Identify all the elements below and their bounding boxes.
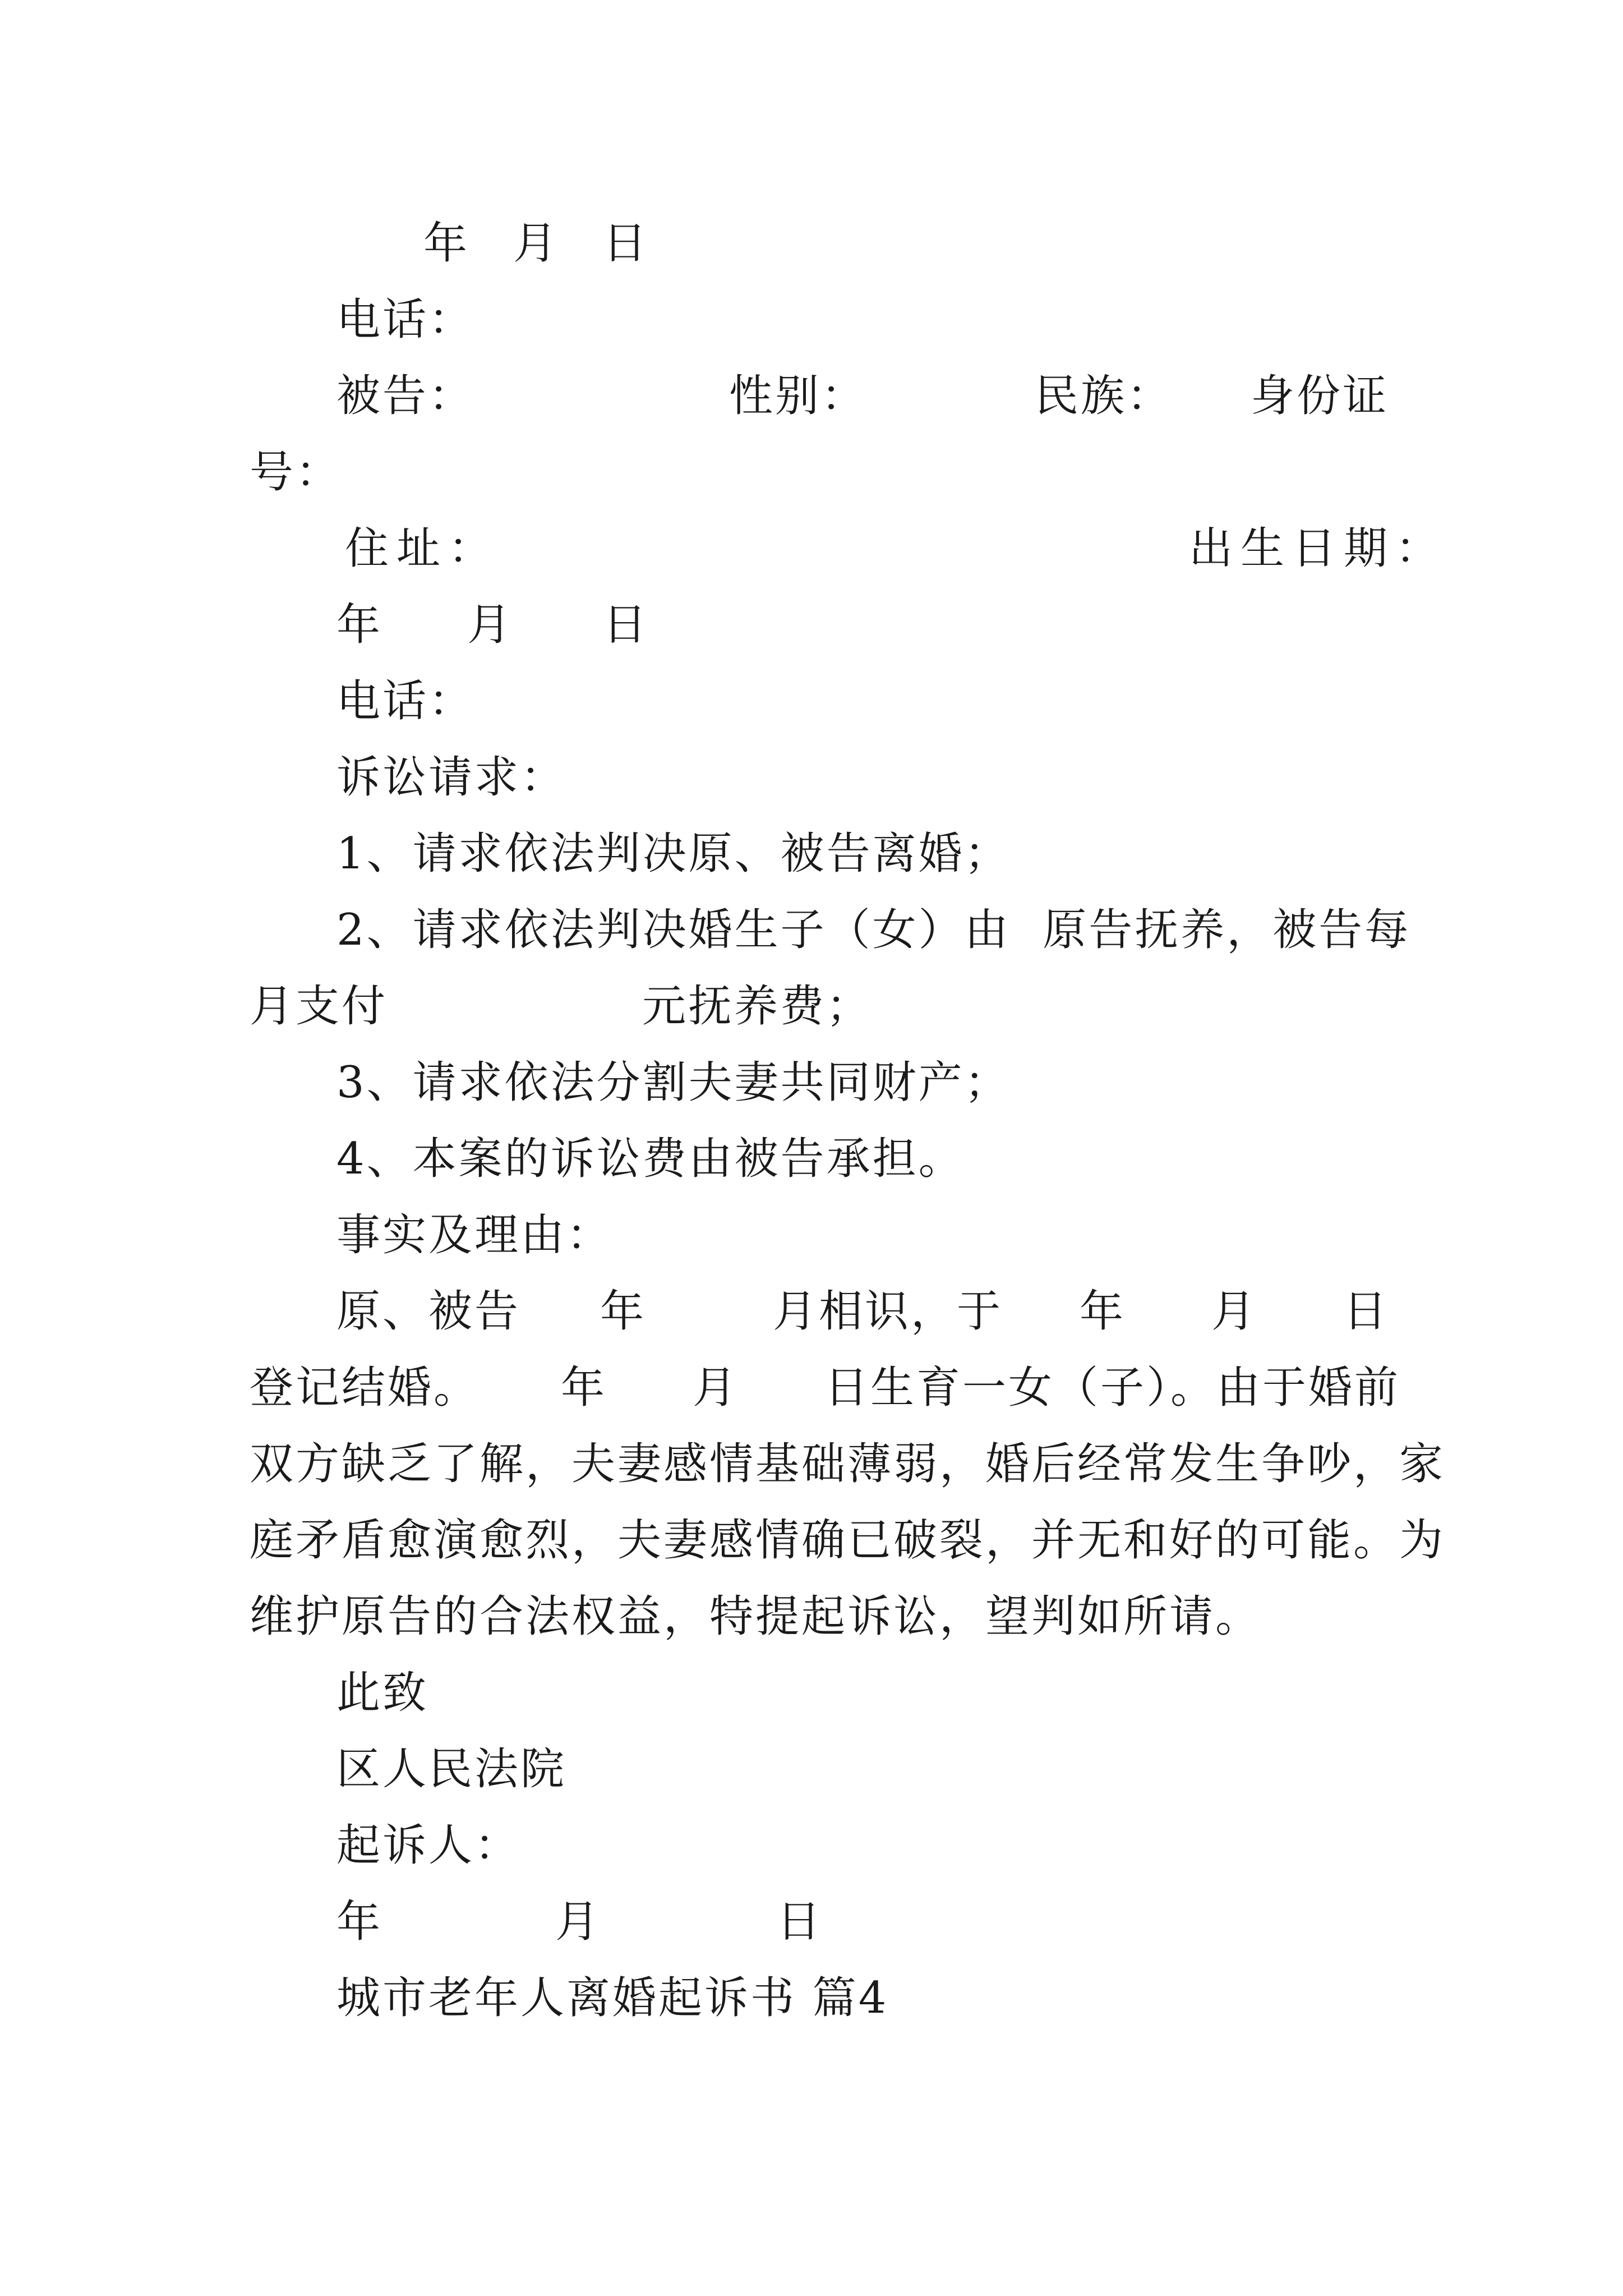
plaintiff-phone-label: 电话： [336,295,475,345]
birth-date-label: 出生日期： [1189,523,1447,574]
facts-line5: 维护原告的合法权益，特提起诉讼，望判如所请。 [250,1591,1262,1642]
id-number-label-part2: 号： [250,447,342,498]
facts-line1-year2: 年 [1080,1286,1126,1337]
date3-day: 日 [777,1897,823,1947]
id-number-label-part1: 身份证 [1251,371,1389,421]
facts-line1-part2: 月相识，于 [773,1286,1003,1337]
claim-item: 2、请求依法判决婚生子（女）由 原告抚养，被告每 [336,905,1411,955]
facts-line2-month: 月 [693,1363,739,1413]
facts-line1-month2: 月 [1211,1286,1258,1337]
facts-line3: 双方缺乏了解，夫妻感情基础薄弱，婚后经常发生争吵，家 [250,1439,1446,1489]
claim2-line2-part2: 元抚养费； [642,981,873,1032]
next-section-title: 城市老年人离婚起诉书 篇4 [336,1973,889,2023]
defendant-label: 被告： [336,371,475,421]
date3-month: 月 [555,1897,602,1947]
date2-year: 年 [336,600,383,650]
claim-item: 4、本案的诉讼费由被告承担。 [336,1134,965,1184]
plaintiff-sign-label: 起诉人： [336,1820,521,1871]
date3-year: 年 [336,1897,383,1947]
facts-line2-part2: 日生育一女（子）。由于婚前 [824,1363,1401,1413]
gender-label: 性别： [729,371,868,421]
defendant-phone-label: 电话： [336,676,475,726]
facts-heading: 事实及理由： [336,1210,613,1260]
claim-item: 1、请求依法判决原、被告离婚； [336,829,1011,879]
closing-phrase: 此致 [336,1668,429,1718]
facts-line1-day2: 日 [1343,1286,1390,1337]
facts-line2-year: 年 [561,1363,607,1413]
facts-line1-part1: 原、被告 [336,1286,521,1337]
date2-day: 日 [603,600,649,650]
facts-line1-year: 年 [600,1286,647,1337]
facts-line4: 庭矛盾愈演愈烈，夫妻感情确已破裂，并无和好的可能。为 [250,1515,1446,1566]
date1-year: 年 [423,218,470,269]
date2-month: 月 [467,600,514,650]
claim-item: 3、请求依法分割夫妻共同财产； [336,1057,1011,1108]
date1-month: 月 [513,218,560,269]
address-label: 住址： [345,523,500,574]
facts-line2-part1: 登记结婚。 [250,1363,480,1413]
claims-heading: 诉讼请求： [336,752,567,803]
court-name: 区人民法院 [336,1744,567,1795]
date1-day: 日 [603,218,649,269]
claim2-line2-part1: 月支付 [250,981,388,1032]
ethnicity-label: 民族： [1035,371,1173,421]
